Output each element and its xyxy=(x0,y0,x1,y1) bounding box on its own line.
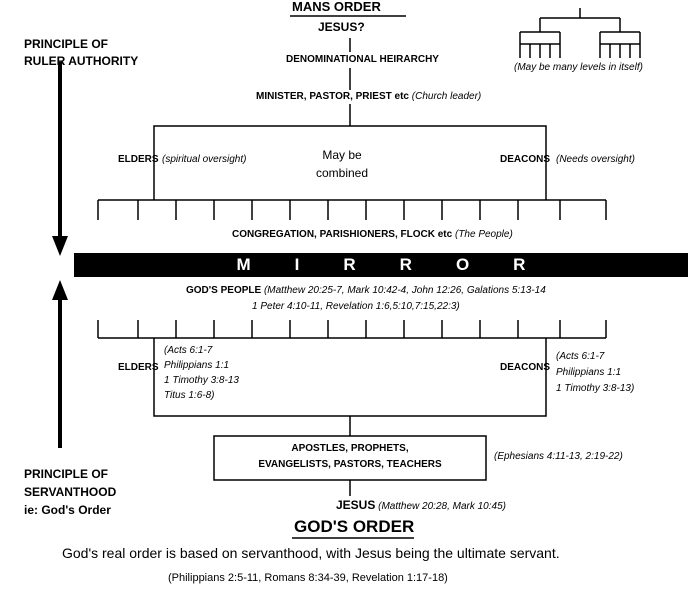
elders-note-top: (spiritual oversight) xyxy=(162,154,247,165)
mirror-label: MIRROR xyxy=(236,255,570,274)
elders-refs: (Acts 6:1-7 Philippians 1:1 1 Timothy 3:8-13 Titus 1:6-8) xyxy=(164,345,239,401)
caption: God's real order is based on servanthood, with Jesus being the ultimate servant. xyxy=(62,545,560,561)
gods-people-label xyxy=(186,285,546,296)
mirror-bar xyxy=(74,253,688,277)
congregation-label xyxy=(232,229,513,240)
denominational-hierarchy: DENOMINATIONAL HEIRARCHY xyxy=(286,54,439,65)
minister-label xyxy=(256,91,481,102)
may-be-combined: May be combined xyxy=(316,148,369,180)
gods-people-refs-2: 1 Peter 4:10-11, Revelation 1:6,5:10,7:15,22:3) xyxy=(252,301,460,312)
jesus-bottom-label xyxy=(336,498,506,512)
mans-order-title: MANS ORDER xyxy=(292,0,381,14)
principle-servanthood: PRINCIPLE OF SERVANTHOOD ie: God's Order xyxy=(24,467,117,517)
deacons-label-bottom: DEACONS xyxy=(500,362,551,373)
apostles-box-text: APOSTLES, PROPHETS, EVANGELISTS, PASTORS, TEACHERS xyxy=(258,443,442,470)
deacons-note-top: (Needs oversight) xyxy=(556,154,635,165)
minister-text: MINISTER, PASTOR, PRIEST etc xyxy=(256,91,409,102)
principle-ruler-authority: PRINCIPLE OF RULER AUTHORITY xyxy=(24,37,139,68)
congregation-text: CONGREGATION, PARISHIONERS, FLOCK etc xyxy=(232,229,453,240)
congregation-note: (The People) xyxy=(454,229,513,240)
gods-order-title: GOD'S ORDER xyxy=(294,517,415,536)
gods-people-refs-1: (Matthew 20:25-7, Mark 10:42-4, John 12:26, Galations 5:13-14 xyxy=(263,285,546,296)
caption-refs: (Philippians 2:5-11, Romans 8:34-39, Revelation 1:17-18) xyxy=(168,572,448,584)
jesus-bottom-refs: (Matthew 20:28, Mark 10:45) xyxy=(378,501,506,512)
elders-label-top: ELDERS xyxy=(118,154,159,165)
minister-note: (Church leader) xyxy=(411,91,482,102)
deacons-label-top: DEACONS xyxy=(500,154,551,165)
gods-people-text: GOD'S PEOPLE xyxy=(186,285,262,296)
jesus-bottom-text: JESUS xyxy=(336,498,376,512)
jesus-question: JESUS? xyxy=(318,20,365,34)
apostles-refs: (Ephesians 4:11-13, 2:19-22) xyxy=(494,451,623,462)
levels-note: (May be many levels in itself) xyxy=(514,62,643,73)
elders-label-bottom: ELDERS xyxy=(118,362,159,373)
deacons-refs: (Acts 6:1-7 Philippians 1:1 1 Timothy 3:8-13) xyxy=(556,351,635,394)
